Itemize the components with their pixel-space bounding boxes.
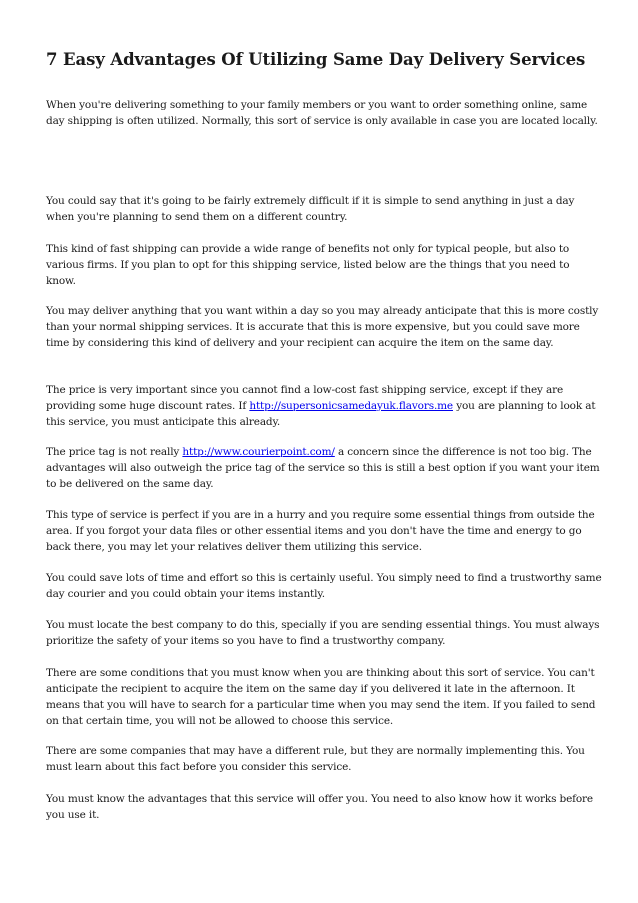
paragraph-5 <box>46 382 602 430</box>
paragraph-6-text-before: The price tag is not really <box>46 446 183 458</box>
paragraph-10: There are some conditions that you must know when you are thinking about this sort of service. You can't anticipate the recipient to acquire the item on the same day if you delivered it late in the afternoon. It means that you will have to search for a particular time when you may send the item. If you failed to send on that certain time, you will not be allowed to choose this service. <box>46 667 596 727</box>
paragraph-5-text-before: The price is very important since you cannot find a low-cost fast shipping service, except if they are providing some huge discount rates. If <box>46 384 564 412</box>
paragraph-8: You could save lots of time and effort so this is certainly useful. You simply need to find a trustworthy same day courier and you could obtain your items instantly. <box>46 572 602 600</box>
paragraph-6 <box>46 444 602 492</box>
paragraph-6-text-after: a concern since the difference is not too big. The advantages will also outweigh the price tag of the service so this is still a best option if you want your item to be delivered on the same day. <box>46 446 600 490</box>
paragraph-5-text-after: you are planning to look at this service, you must anticipate this already. <box>46 400 596 428</box>
supersonic-link[interactable]: http://supersonicsamedayuk.flavors.me <box>249 400 453 412</box>
paragraph-12: You must know the advantages that this service will offer you. You need to also know how it works before you use it. <box>46 793 593 821</box>
document-title: 7 Easy Advantages Of Utilizing Same Day Delivery Services <box>46 50 586 69</box>
paragraph-11: There are some companies that may have a different rule, but they are normally implementing this. You must learn about this fact before you consider this service. <box>46 745 585 773</box>
paragraph-1: When you're delivering something to your family members or you want to order something online, same day shipping is often utilized. Normally, this sort of service is only available in case you are located locally. <box>46 99 598 127</box>
courierpoint-link[interactable]: http://www.courierpoint.com/ <box>182 446 335 458</box>
paragraph-2: You could say that it's going to be fairly extremely difficult if it is simple to send anything in just a day when you're planning to send them on a different country. <box>46 195 575 223</box>
paragraph-4: You may deliver anything that you want within a day so you may already anticipate that this is more costly than your normal shipping services. It is accurate that this is more expensive, but you could save more time by considering this kind of delivery and your recipient can acquire the item on the same day. <box>46 305 599 349</box>
paragraph-9: You must locate the best company to do this, specially if you are sending essential things. You must always prioritize the safety of your items so you have to find a trustworthy company. <box>46 619 600 647</box>
paragraph-3: This kind of fast shipping can provide a wide range of benefits not only for typical people, but also to various firms. If you plan to opt for this shipping service, listed below are the things that you need to know. <box>46 243 570 287</box>
paragraph-7: This type of service is perfect if you are in a hurry and you require some essential things from outside the area. If you forgot your data files or other essential items and you don't have the time and energy to go back there, you may let your relatives deliver them utilizing this service. <box>46 509 595 553</box>
